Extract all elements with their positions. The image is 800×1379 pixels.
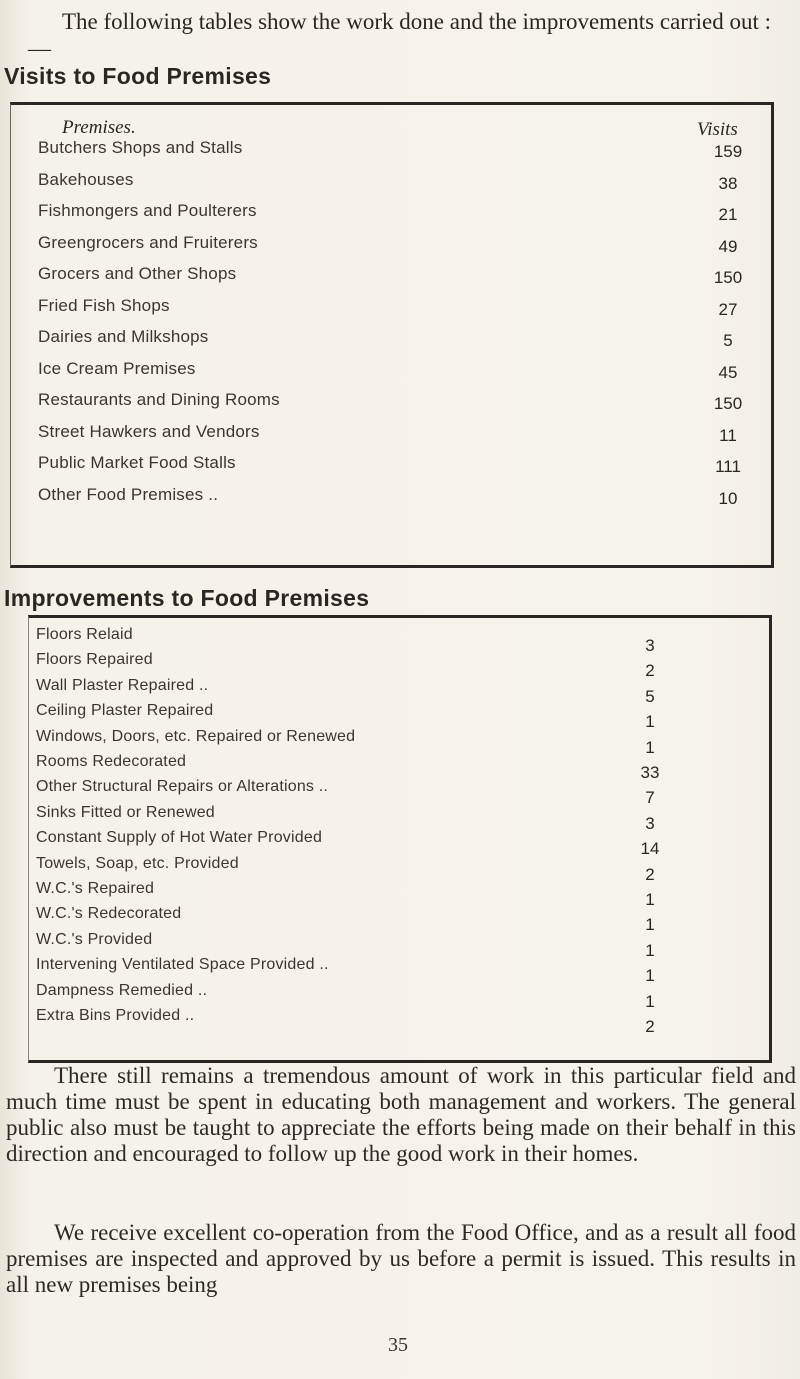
table-row bbox=[0, 359, 800, 385]
row-label: W.C.'s Provided bbox=[36, 930, 153, 948]
row-label: Other Food Premises .. bbox=[38, 484, 219, 504]
table-row bbox=[0, 485, 800, 511]
row-label: Towels, Soap, etc. Provided bbox=[36, 854, 239, 872]
row-value: 21 bbox=[718, 205, 738, 224]
paragraph-food-office: We receive excellent co-operation from the Food Office, and as a result all food premises are inspected and approved by us before a permit is issued. This results in all new premises being bbox=[6, 1220, 796, 1297]
table-row bbox=[0, 390, 800, 416]
row-label: Windows, Doors, etc. Repaired or Renewed bbox=[36, 727, 356, 745]
row-label: Restaurants and Dining Rooms bbox=[38, 390, 280, 409]
row-value: 159 bbox=[713, 142, 743, 161]
row-label: Street Hawkers and Vendors bbox=[38, 421, 260, 441]
row-label: Rooms Redecorated bbox=[36, 753, 187, 770]
table-row bbox=[0, 651, 800, 681]
row-label: Butchers Shops and Stalls bbox=[38, 138, 243, 157]
row-value: 1 bbox=[645, 991, 655, 1011]
row-label: Ice Cream Premises bbox=[38, 358, 196, 378]
table-row bbox=[0, 296, 800, 322]
row-value: 14 bbox=[640, 839, 660, 859]
table-row bbox=[0, 233, 800, 259]
row-value: 5 bbox=[723, 331, 733, 350]
table-row bbox=[0, 453, 800, 479]
intro-text: The following tables show the work done and the improvements carried out :— bbox=[28, 9, 771, 61]
row-label: Public Market Food Stalls bbox=[38, 453, 236, 472]
row-label: Dampness Remedied .. bbox=[36, 981, 208, 999]
row-value: 1 bbox=[645, 712, 655, 732]
row-value: 150 bbox=[713, 268, 743, 287]
row-label: Fried Fish Shops bbox=[38, 295, 170, 315]
row-label: Constant Supply of Hot Water Provided bbox=[36, 829, 323, 847]
row-value: 11 bbox=[719, 425, 737, 445]
row-value: 33 bbox=[640, 763, 660, 782]
row-value: 150 bbox=[713, 394, 743, 413]
row-value: 7 bbox=[645, 788, 655, 808]
row-label: Floors Relaid bbox=[36, 626, 133, 643]
table-row bbox=[0, 138, 800, 164]
table-row bbox=[0, 702, 800, 732]
premises-column-header: Premises. bbox=[62, 117, 136, 138]
row-label: Extra Bins Provided .. bbox=[36, 1007, 195, 1024]
table-row bbox=[0, 829, 800, 859]
row-value: 2 bbox=[645, 1017, 655, 1036]
row-label: Fishmongers and Poulterers bbox=[38, 201, 257, 220]
row-label: Greengrocers and Fruiterers bbox=[38, 232, 258, 252]
row-value: 38 bbox=[718, 173, 738, 193]
improvements-heading: Improvements to Food Premises bbox=[4, 585, 370, 611]
row-value: 1 bbox=[645, 915, 655, 935]
table-row bbox=[0, 880, 800, 909]
row-label: Bakehouses bbox=[38, 169, 134, 189]
row-value: 1 bbox=[645, 890, 655, 909]
table-row bbox=[0, 170, 800, 196]
table-row bbox=[0, 956, 800, 986]
page-number: 35 bbox=[388, 1334, 408, 1356]
row-label: W.C.'s Redecorated bbox=[36, 905, 182, 923]
row-value: 1 bbox=[645, 940, 655, 960]
table-row bbox=[0, 327, 800, 353]
table-row bbox=[0, 676, 800, 706]
table-row bbox=[0, 981, 800, 1011]
row-value: 49 bbox=[718, 236, 738, 256]
table-row bbox=[0, 422, 800, 448]
table-row bbox=[0, 727, 800, 757]
row-value: 3 bbox=[645, 813, 655, 833]
table-row bbox=[0, 264, 800, 290]
row-label: Grocers and Other Shops bbox=[38, 264, 237, 283]
visits-heading: Visits to Food Premises bbox=[4, 63, 272, 89]
row-value: 10 bbox=[718, 488, 738, 508]
row-value: 5 bbox=[645, 686, 655, 706]
row-label: Ceiling Plaster Repaired bbox=[36, 702, 214, 720]
table-row bbox=[0, 1007, 800, 1036]
row-label: Dairies and Milkshops bbox=[38, 327, 209, 346]
row-value: 2 bbox=[645, 864, 655, 884]
visits-column-header: Visits bbox=[697, 119, 738, 140]
table-row bbox=[0, 930, 800, 960]
table-row bbox=[0, 626, 800, 655]
row-label: Wall Plaster Repaired .. bbox=[36, 676, 209, 694]
row-value: 111 bbox=[715, 457, 741, 476]
table-row bbox=[0, 753, 800, 782]
table-row bbox=[0, 905, 800, 935]
row-label: W.C.'s Repaired bbox=[36, 880, 155, 897]
row-label: Intervening Ventilated Space Provided .. bbox=[36, 956, 329, 974]
row-label: Other Structural Repairs or Alterations .. bbox=[36, 778, 329, 796]
row-value: 27 bbox=[718, 299, 738, 319]
row-value: 3 bbox=[645, 636, 655, 655]
table-row bbox=[0, 201, 800, 227]
row-value: 2 bbox=[645, 661, 655, 681]
row-label: Sinks Fitted or Renewed bbox=[36, 803, 215, 821]
table-row bbox=[0, 778, 800, 808]
row-value: 45 bbox=[718, 362, 738, 382]
row-value: 1 bbox=[645, 737, 655, 757]
table-row bbox=[0, 854, 800, 884]
table-row bbox=[0, 803, 800, 833]
row-value: 1 bbox=[645, 966, 655, 986]
paragraph-work-remaining: There still remains a tremendous amount of work in this particular field and much time must be spent in educating both management and workers. The general public also must be taught to appreciate the efforts being made on their behalf in this direction and encouraged to follow up the good work in their homes. bbox=[6, 1063, 796, 1166]
row-label: Floors Repaired bbox=[36, 651, 153, 669]
